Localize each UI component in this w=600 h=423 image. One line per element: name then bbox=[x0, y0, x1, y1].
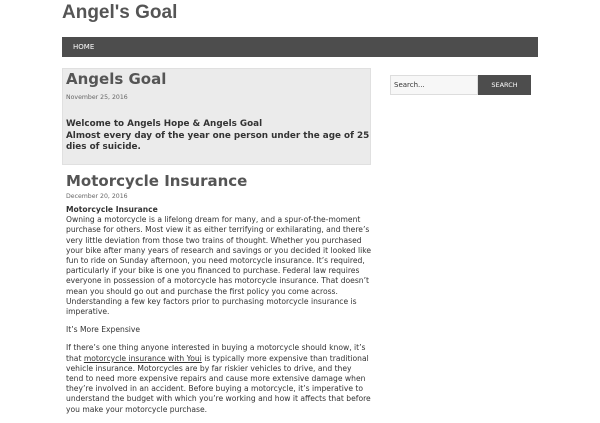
sticky-post-content bbox=[66, 119, 371, 154]
search-button[interactable]: SEARCH bbox=[478, 75, 531, 95]
nav-item-home[interactable]: HOME bbox=[73, 43, 95, 51]
article-intro bbox=[66, 205, 371, 317]
sticky-post-title[interactable]: Angels Goal bbox=[66, 70, 167, 88]
insurance-link[interactable]: motorcycle insurance with Youi bbox=[83, 353, 202, 363]
main-nav bbox=[62, 37, 538, 57]
paragraph-3-text-end: is typically more expensive than traditional vehicle insurance. Motorcycles are by far riskier vehicles to drive, and they tend to need more expensive repairs and cause more extensive damage when they’re involved in an accident. Before buying a motorcycle, it’s imperative to understand the budget with which you’re working and how it affects that before you make your motorcycle purchase. bbox=[66, 353, 371, 414]
paragraph-3-text-start: If there’s one thing anyone interested in buying a motorcycle should know, it’s that bbox=[66, 343, 366, 363]
article-heading-2: It’s More Expensive bbox=[66, 325, 141, 335]
site-title[interactable]: Angel's Goal bbox=[62, 2, 178, 23]
sticky-post-date[interactable]: November 25, 2016 bbox=[66, 94, 128, 101]
article-subhead: Motorcycle Insurance bbox=[66, 205, 158, 214]
sticky-post bbox=[62, 68, 371, 165]
suicide-statement: Almost every day of the year one person under the age of 25 dies of suicide. bbox=[66, 130, 370, 152]
article-paragraph-3 bbox=[66, 343, 371, 414]
article-paragraph-1: Owning a motorcycle is a lifelong dream for many, and a spur-of-the-moment purchase for others. Most view it as either terrifying or exhilarating, and there’s very little deviation from those two trains of thought. Whether you purchased your bike after many years of research and savings or you decided it looked like fun to ride on Sunday afternoon, you need motorcycle insurance. It’s required, particularly if your bike is one you financed to purchase. Federal law requires everyone in possession of a motorcycle has motorcycle insurance. That doesn’t mean you should go out and purchase the first policy you come across. Understanding a few key factors prior to purchasing motorcycle insurance is imperative. bbox=[66, 215, 372, 317]
article-title[interactable]: Motorcycle Insurance bbox=[66, 172, 248, 190]
search-input[interactable]: Search... bbox=[390, 75, 478, 95]
article-content bbox=[66, 205, 371, 415]
article bbox=[66, 172, 371, 423]
welcome-line: Welcome to Angels Hope & Angels Goal bbox=[66, 119, 263, 129]
article-date[interactable]: December 20, 2016 bbox=[66, 193, 128, 200]
